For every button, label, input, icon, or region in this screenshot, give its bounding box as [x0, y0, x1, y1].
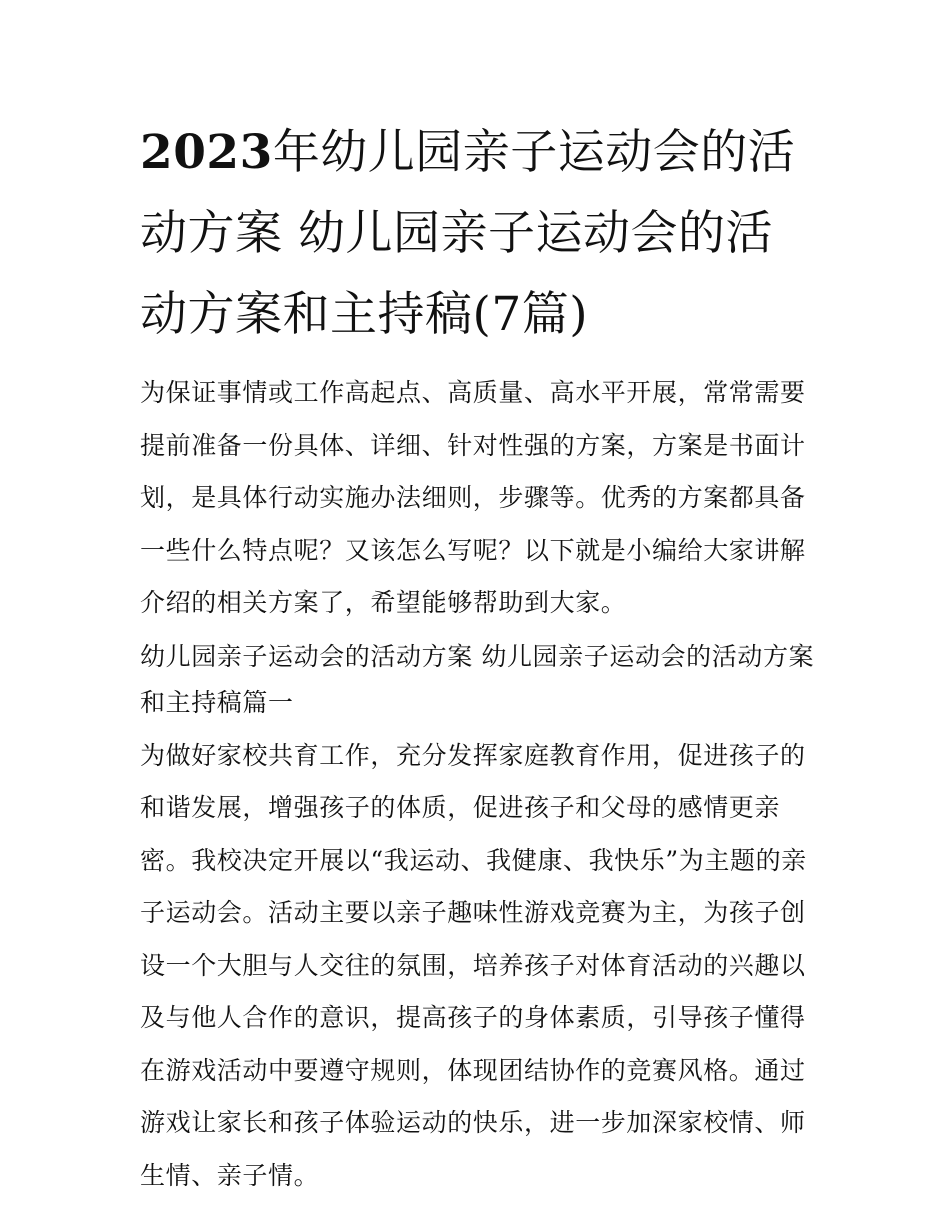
document-title	[140, 112, 816, 355]
title-year: 2023	[140, 125, 273, 180]
section-heading: 幼儿园亲子运动会的活动方案 幼儿园亲子运动会的活动方案和主持稿篇一	[140, 641, 815, 717]
body-paragraph: 为做好家校共育工作，充分发挥家庭教育作用，促进孩子的和谐发展，增强孩子的体质，促进孩子和父母的感情更亲密。我校决定开展以“我运动、我健康、我快乐”为主题的亲子运动会。活动主要以亲子趣味性游戏竞赛为主，为孩子创设一个大胆与人交往的氛围，培养孩子对体育活动的兴趣以及与他人合作的意识，提高孩子的身体素质，引导孩子懂得在游戏活动中要遵守规则，体现团结协作的竞赛风格。通过游戏让家长和孩子体验运动的快乐，进一步加深家校情、师生情、亲子情。	[140, 740, 807, 1190]
title-text: 年幼儿园亲子运动会的活动方案 幼儿园亲子运动会的活动方案和主持稿(7篇)	[140, 125, 796, 342]
document-page	[140, 112, 816, 1202]
intro-paragraph: 为保证事情或工作高起点、高质量、高水平开展，常常需要提前准备一份具体、详细、针对性强的方案，方案是书面计划，是具体行动实施办法细则，步骤等。优秀的方案都具备一些什么特点呢？又该怎么写呢？以下就是小编给大家讲解介绍的相关方案了，希望能够帮助到大家。	[140, 378, 806, 617]
